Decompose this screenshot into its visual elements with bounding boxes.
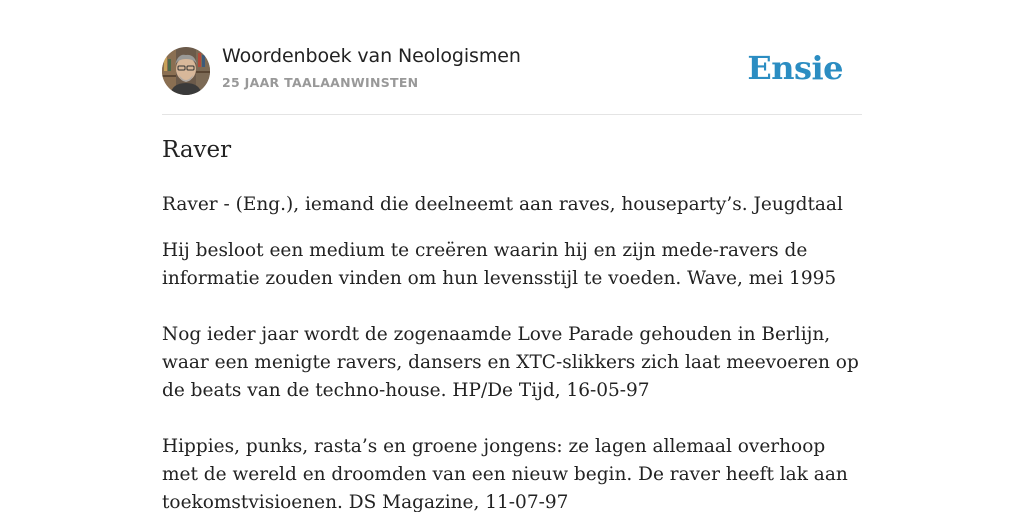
page-container: [162, 0, 862, 512]
quote-item: Hippies, punks, rasta’s en groene jongens: ze lagen allemaal overhoop met de wereld en droomden van een nieuw begin. De raver heeft lak aan toekomstvisioenen. DS Magazine, 11-07-97: [162, 436, 848, 512]
quote-list: [162, 237, 862, 512]
quote-item: Hij besloot een medium te creëren waarin hij en zijn mede-ravers de informatie zouden vinden om hun levensstijl te voeden. Wave, mei 1995: [162, 240, 837, 289]
author-avatar[interactable]: [162, 47, 210, 95]
brand-logo[interactable]: Ensie: [747, 49, 843, 87]
author-subtitle: 25 JAAR TAALAANWINSTEN: [222, 75, 419, 90]
quote-item: Nog ieder jaar wordt de zogenaamde Love Parade gehouden in Berlijn, waar een menigte ravers, dansers en XTC-slikkers zich laat meevoeren op de beats van de techno-house. HP/De Tijd, 16-05-97: [162, 324, 859, 401]
author-name[interactable]: Woordenboek van Neologismen: [222, 45, 521, 67]
header: [162, 0, 862, 115]
entry-definition: Raver - (Eng.), iemand die deelneemt aan raves, houseparty’s. Jeugdtaal: [162, 194, 843, 215]
entry-title: Raver: [162, 137, 232, 163]
